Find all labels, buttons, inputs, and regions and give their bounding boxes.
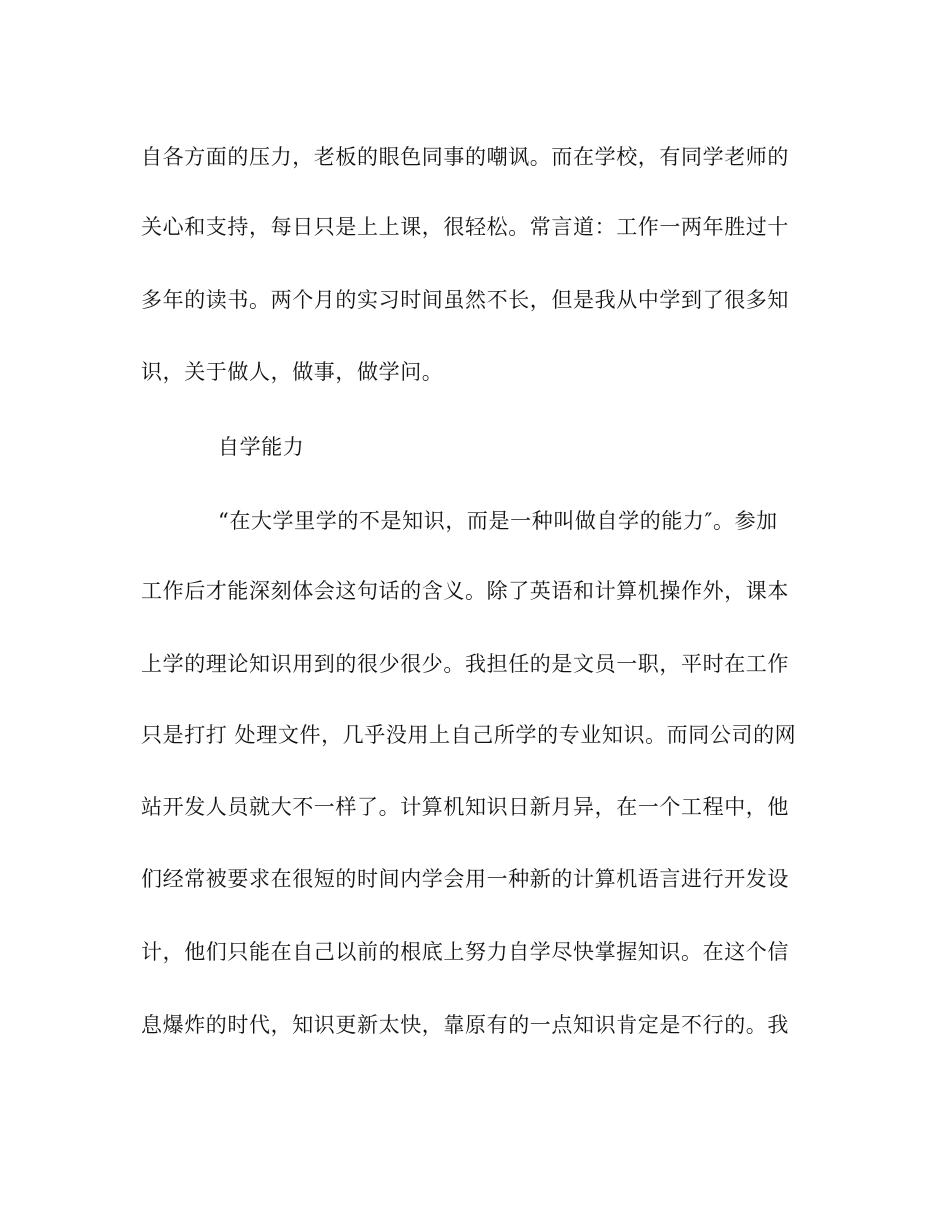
- paragraph-line: 工作后才能深刻体会这句话的含义。除了英语和计算机操作外，课本: [141, 579, 789, 603]
- section-heading: 自学能力: [218, 435, 305, 459]
- paragraph-line: 自各方面的压力，老板的眼色同事的嘲讽。而在学校，有同学老师的: [141, 145, 789, 169]
- paragraph-line: 上学的理论知识用到的很少很少。我担任的是文员一职，平时在工作: [141, 652, 789, 676]
- paragraph-line: 多年的读书。两个月的实习时间虽然不长，但是我从中学到了很多知: [141, 288, 789, 312]
- paragraph-line: 关心和支持，每日只是上上课，很轻松。常言道：工作一两年胜过十: [141, 215, 789, 239]
- paragraph-line: 们经常被要求在很短的时间内学会用一种新的计算机语言进行开发设: [141, 867, 789, 891]
- paragraph-line: “在大学里学的不是知识，而是一种叫做自学的能力″。参加: [218, 509, 778, 533]
- paragraph-line: 站开发人员就大不一样了。计算机知识日新月异，在一个工程中，他: [141, 795, 789, 819]
- paragraph-line: 息爆炸的时代，知识更新太快，靠原有的一点知识肯定是不行的。我: [141, 1013, 789, 1037]
- paragraph-line: 计，他们只能在自己以前的根底上努力自学尽快掌握知识。在这个信: [141, 940, 789, 964]
- paragraph-line: 只是打打 处理文件，几乎没用上自己所学的专业知识。而同公司的网: [141, 723, 797, 747]
- paragraph-line: 识，关于做人，做事，做学问。: [141, 360, 444, 384]
